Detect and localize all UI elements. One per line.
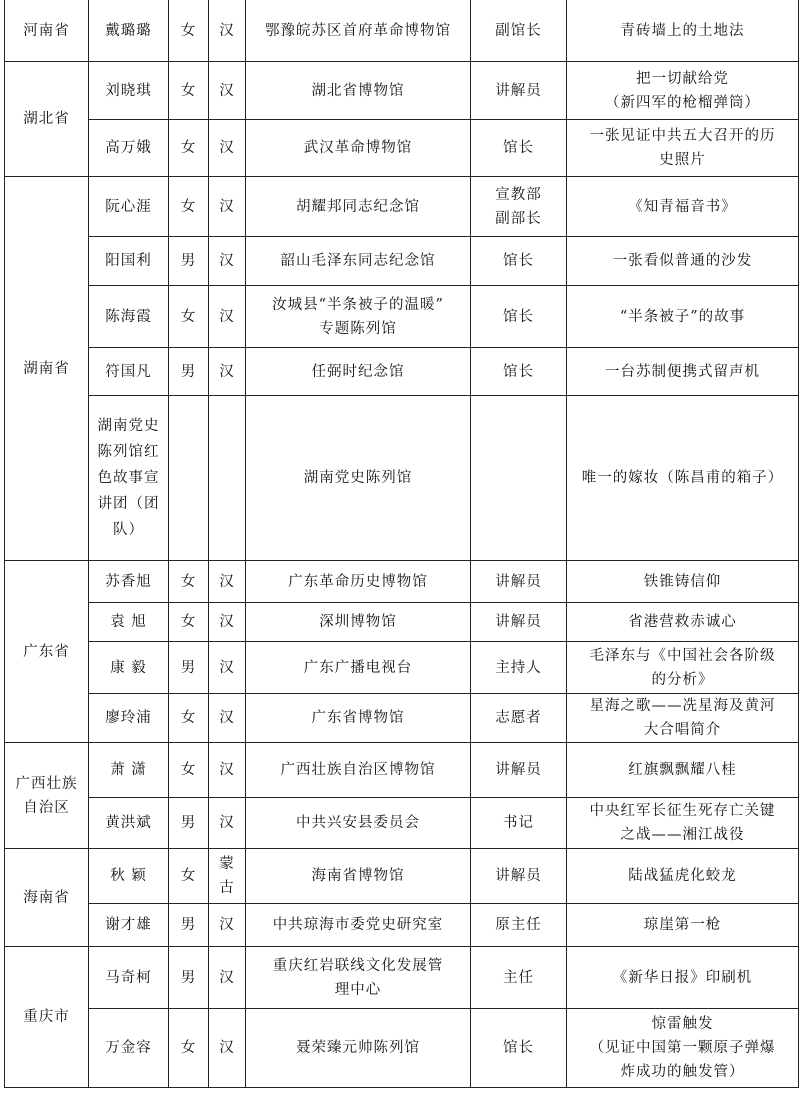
gender-cell: 女 — [169, 0, 209, 62]
position-cell — [471, 0, 567, 62]
ethnicity-cell: 蒙古 — [209, 849, 246, 904]
unit-cell — [246, 1009, 471, 1088]
story-cell — [567, 947, 799, 1009]
table-row — [5, 849, 799, 904]
name-cell: 高万娥 — [89, 120, 169, 177]
story-cell-line: 琼崖第一枪 — [643, 917, 722, 933]
position-cell — [471, 177, 567, 237]
position-cell-line: 主任 — [503, 969, 534, 986]
table-row — [5, 904, 799, 947]
story-cell-line: （见证中国第一颗原子弹爆 — [589, 1040, 776, 1056]
name-cell: 萧 潇 — [89, 743, 169, 798]
story-cell-line: 《新华日报》印刷机 — [612, 969, 753, 986]
story-cell-line: 唯一的嫁妆（陈昌甫的箱子） — [581, 470, 784, 486]
unit-cell — [246, 396, 471, 561]
ethnicity-cell: 汉 — [209, 904, 246, 947]
name-cell: 马奇柯 — [89, 947, 169, 1009]
gender-cell: 女 — [169, 561, 209, 603]
unit-cell — [246, 177, 471, 237]
position-cell — [471, 947, 567, 1009]
unit-cell — [246, 237, 471, 286]
province-cell: 河南省 — [5, 0, 89, 62]
ethnicity-cell: 汉 — [209, 642, 246, 694]
table-row — [5, 62, 799, 120]
position-cell-line: 讲解员 — [495, 614, 542, 630]
ethnicity-cell: 汉 — [209, 947, 246, 1009]
position-cell-line: 馆长 — [503, 1040, 534, 1056]
table-row — [5, 947, 799, 1009]
position-cell-line: 原主任 — [495, 917, 542, 933]
story-cell-line: 之战——湘江战役 — [620, 827, 745, 843]
province-cell: 广东省 — [5, 561, 89, 743]
ethnicity-cell — [209, 396, 246, 561]
table-row — [5, 348, 799, 396]
ethnicity-cell: 汉 — [209, 0, 246, 62]
unit-cell-line: 湖南党史陈列馆 — [303, 470, 413, 486]
unit-cell-line: 专题陈列馆 — [319, 320, 397, 337]
position-cell-line: 馆长 — [503, 363, 534, 380]
story-cell-line: 省港营救赤诚心 — [628, 614, 737, 630]
position-cell-line: 宣教部 — [495, 186, 542, 203]
position-cell — [471, 904, 567, 947]
position-cell — [471, 62, 567, 120]
story-cell-line: 一张见证中共五大召开的历 — [589, 128, 776, 144]
story-cell-line: （新四军的枪榴弹筒） — [605, 94, 760, 111]
position-cell — [471, 396, 567, 561]
table-row — [5, 0, 799, 62]
name-cell: 符国凡 — [89, 348, 169, 396]
position-cell-line: 馆长 — [503, 140, 534, 156]
ethnicity-cell: 汉 — [209, 798, 246, 849]
position-cell — [471, 237, 567, 286]
unit-cell-line: 任弼时纪念馆 — [311, 363, 405, 380]
name-cell: 湖南党史陈列馆红色故事宣讲团（团队） — [89, 396, 169, 561]
gender-cell: 女 — [169, 120, 209, 177]
position-cell — [471, 849, 567, 904]
ethnicity-cell: 汉 — [209, 177, 246, 237]
unit-cell-line: 广东省博物馆 — [311, 710, 405, 726]
position-cell — [471, 561, 567, 603]
story-cell-line: “半条被子”的故事 — [619, 308, 746, 325]
unit-cell — [246, 904, 471, 947]
table-row — [5, 642, 799, 694]
unit-cell — [246, 798, 471, 849]
unit-cell — [246, 642, 471, 694]
position-cell-line: 主持人 — [495, 659, 542, 676]
province-cell: 海南省 — [5, 849, 89, 947]
unit-cell-line: 重庆红岩联线文化发展管 — [272, 957, 444, 974]
story-cell — [567, 237, 799, 286]
story-cell-line: 的分析》 — [651, 671, 714, 688]
gender-cell: 女 — [169, 849, 209, 904]
name-cell: 苏香旭 — [89, 561, 169, 603]
name-cell: 戴璐璐 — [89, 0, 169, 62]
ethnicity-cell: 汉 — [209, 603, 246, 642]
story-cell-line: 陆战猛虎化蛟龙 — [628, 868, 737, 884]
unit-cell-line: 广东广播电视台 — [303, 659, 413, 676]
table-row — [5, 1009, 799, 1088]
unit-cell — [246, 849, 471, 904]
unit-cell — [246, 0, 471, 62]
unit-cell — [246, 603, 471, 642]
name-cell: 黄洪斌 — [89, 798, 169, 849]
unit-cell-line: 武汉革命博物馆 — [303, 140, 413, 156]
position-cell-line: 书记 — [503, 815, 534, 831]
story-cell — [567, 798, 799, 849]
province-cell: 湖南省 — [5, 177, 89, 561]
province-cell: 湖北省 — [5, 62, 89, 177]
unit-cell-line: 韶山毛泽东同志纪念馆 — [280, 253, 436, 269]
unit-cell — [246, 348, 471, 396]
table-row — [5, 237, 799, 286]
unit-cell-line: 广西壮族自治区博物馆 — [280, 762, 436, 778]
gender-cell: 男 — [169, 348, 209, 396]
position-cell-line: 讲解员 — [495, 762, 542, 778]
table-row — [5, 120, 799, 177]
story-cell-line: 铁锥铸信仰 — [643, 573, 722, 590]
story-cell — [567, 561, 799, 603]
story-cell-line: 炸成功的触发管） — [620, 1064, 745, 1080]
unit-cell-line: 鄂豫皖苏区首府革命博物馆 — [265, 22, 451, 39]
gender-cell: 男 — [169, 798, 209, 849]
story-cell-line: 《知青福音书》 — [628, 198, 737, 215]
name-cell: 万金容 — [89, 1009, 169, 1088]
unit-cell-line: 海南省博物馆 — [311, 868, 405, 884]
name-cell: 谢才雄 — [89, 904, 169, 947]
position-cell — [471, 798, 567, 849]
awardee-table — [4, 0, 799, 1088]
gender-cell: 女 — [169, 694, 209, 743]
gender-cell: 女 — [169, 743, 209, 798]
ethnicity-cell: 汉 — [209, 694, 246, 743]
table-row — [5, 603, 799, 642]
position-cell-line: 讲解员 — [495, 573, 542, 590]
unit-cell-line: 中共琼海市委党史研究室 — [272, 917, 444, 933]
story-cell — [567, 348, 799, 396]
unit-cell — [246, 286, 471, 348]
unit-cell — [246, 947, 471, 1009]
story-cell-line: 惊雷触发 — [651, 1016, 714, 1032]
position-cell-line: 志愿者 — [495, 710, 542, 726]
ethnicity-cell: 汉 — [209, 62, 246, 120]
unit-cell — [246, 561, 471, 603]
gender-cell: 女 — [169, 62, 209, 120]
province-cell: 广西壮族自治区 — [5, 743, 89, 849]
name-cell: 陈海霞 — [89, 286, 169, 348]
gender-cell: 女 — [169, 177, 209, 237]
unit-cell-line: 汝城县“半条被子的温暖” — [272, 296, 444, 313]
story-cell-line: 中央红军长征生死存亡关键 — [589, 803, 776, 819]
unit-cell-line: 广东革命历史博物馆 — [288, 573, 428, 590]
unit-cell-line: 胡耀邦同志纪念馆 — [296, 198, 420, 215]
position-cell-line: 讲解员 — [495, 868, 542, 884]
name-cell: 秋 颖 — [89, 849, 169, 904]
story-cell — [567, 849, 799, 904]
table-row — [5, 694, 799, 743]
position-cell-line: 副部长 — [495, 210, 542, 227]
story-cell — [567, 642, 799, 694]
story-cell-line: 青砖墙上的土地法 — [620, 22, 745, 39]
position-cell — [471, 1009, 567, 1088]
table-row — [5, 396, 799, 561]
story-cell-line: 史照片 — [659, 152, 706, 168]
table-row — [5, 286, 799, 348]
unit-cell — [246, 120, 471, 177]
story-cell-line: 一张看似普通的沙发 — [612, 253, 753, 269]
gender-cell: 女 — [169, 286, 209, 348]
story-cell — [567, 694, 799, 743]
story-cell — [567, 396, 799, 561]
position-cell-line: 副馆长 — [495, 22, 542, 39]
unit-cell-line: 理中心 — [334, 981, 382, 998]
gender-cell: 男 — [169, 237, 209, 286]
position-cell — [471, 694, 567, 743]
story-cell — [567, 120, 799, 177]
gender-cell: 女 — [169, 603, 209, 642]
name-cell: 阮心涯 — [89, 177, 169, 237]
story-cell — [567, 62, 799, 120]
ethnicity-cell: 汉 — [209, 743, 246, 798]
position-cell — [471, 286, 567, 348]
story-cell — [567, 743, 799, 798]
position-cell — [471, 348, 567, 396]
name-cell: 阳国利 — [89, 237, 169, 286]
story-cell-line: 大合唱简介 — [643, 722, 722, 738]
story-cell — [567, 286, 799, 348]
position-cell-line: 馆长 — [503, 253, 534, 269]
ethnicity-cell: 汉 — [209, 286, 246, 348]
story-cell-line: 一台苏制便携式留声机 — [605, 363, 760, 380]
unit-cell-line: 深圳博物馆 — [319, 614, 397, 630]
province-cell: 重庆市 — [5, 947, 89, 1088]
story-cell — [567, 0, 799, 62]
story-cell — [567, 603, 799, 642]
ethnicity-cell: 汉 — [209, 561, 246, 603]
gender-cell: 男 — [169, 904, 209, 947]
story-cell — [567, 904, 799, 947]
ethnicity-cell: 汉 — [209, 120, 246, 177]
table-row — [5, 798, 799, 849]
ethnicity-cell: 汉 — [209, 237, 246, 286]
position-cell — [471, 642, 567, 694]
story-cell-line: 星海之歌——冼星海及黄河 — [589, 698, 776, 714]
story-cell-line: 红旗飘飘耀八桂 — [628, 762, 737, 778]
unit-cell — [246, 694, 471, 743]
unit-cell — [246, 62, 471, 120]
name-cell: 袁 旭 — [89, 603, 169, 642]
gender-cell: 女 — [169, 1009, 209, 1088]
gender-cell: 男 — [169, 947, 209, 1009]
story-cell — [567, 177, 799, 237]
ethnicity-cell: 汉 — [209, 348, 246, 396]
gender-cell — [169, 396, 209, 561]
position-cell — [471, 120, 567, 177]
unit-cell-line: 湖北省博物馆 — [311, 82, 405, 99]
position-cell — [471, 743, 567, 798]
story-cell-line: 毛泽东与《中国社会各阶级 — [589, 647, 776, 664]
story-cell — [567, 1009, 799, 1088]
unit-cell-line: 聂荣臻元帅陈列馆 — [296, 1040, 420, 1056]
unit-cell-line: 中共兴安县委员会 — [296, 815, 420, 831]
table-row — [5, 561, 799, 603]
ethnicity-cell: 汉 — [209, 1009, 246, 1088]
gender-cell: 男 — [169, 642, 209, 694]
position-cell-line: 馆长 — [503, 308, 534, 325]
name-cell: 康 毅 — [89, 642, 169, 694]
table-row — [5, 743, 799, 798]
name-cell: 刘晓琪 — [89, 62, 169, 120]
unit-cell — [246, 743, 471, 798]
table-row — [5, 177, 799, 237]
position-cell — [471, 603, 567, 642]
name-cell: 廖玲浦 — [89, 694, 169, 743]
position-cell-line: 讲解员 — [495, 82, 542, 99]
story-cell-line: 把一切献给党 — [636, 70, 729, 87]
